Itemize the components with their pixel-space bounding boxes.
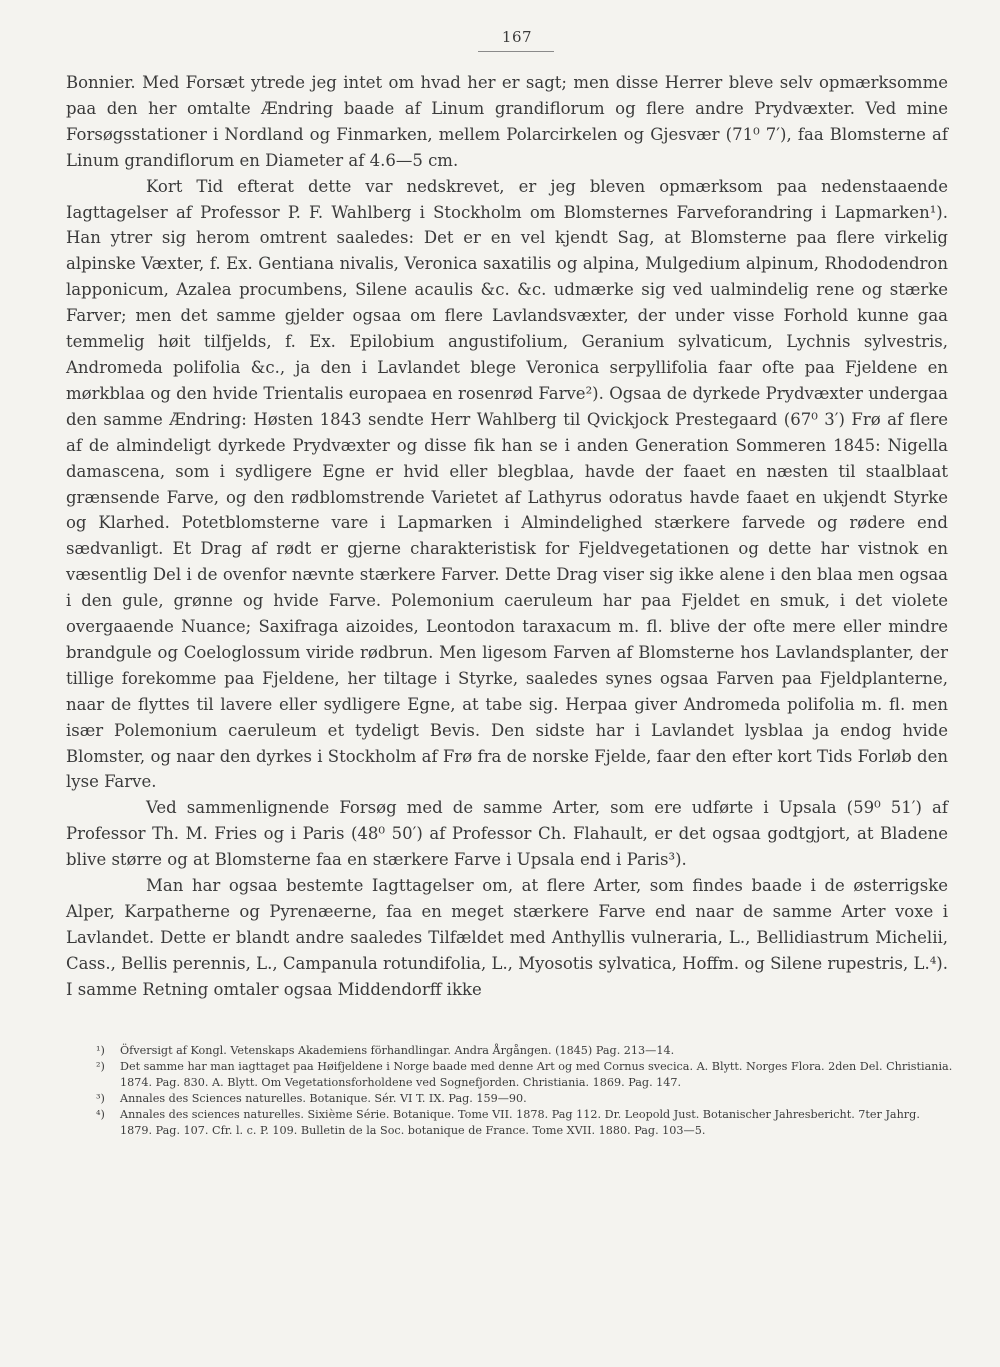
page-number-rule [478,51,554,52]
footnote-marker: ³) [96,1092,105,1105]
page-number: 167 [501,28,533,46]
footnote-marker: ¹) [96,1044,105,1057]
footnote-3 [96,1091,954,1107]
footnote-marker: ²) [96,1060,105,1073]
footnote-text: Annales des sciences naturelles. Sixième Série. Botanique. Tome VII. 1878. Pag 112. Dr. Leopold Just. Botanischer Jahresbericht. 7ter Jahrg. 1879. Pag. 107. Cfr. l. c. P. 109. Bulletin de la Soc. botanique de France. Tome XVII. 1880. Pag. 103—5. [120,1108,920,1137]
footnote-text: Öfversigt af Kongl. Vetenskaps Akademiens förhandlingar. Andra Årgången. (1845) Pag. 213—14. [120,1044,675,1057]
paragraph-4: Man har ogsaa bestemte Iagttagelser om, at flere Arter, som findes baade i de østerrigske Alper, Karpatherne og Pyrenæerne, faa en meget stærkere Farve end naar de samme Arter voxe i Lavlandet. Dette er blandt andre saaledes Tilfældet med Anthyllis vulneraria, L., Bellidiastrum Michelii, Cass., Bellis perennis, L., Campanula rotundifolia, L., Myosotis sylvatica, Hoffm. og Silene rupestris, L.⁴). I samme Retning omtaler ogsaa Middendorff ikke [66,876,948,999]
paragraph-1: Bonnier. Med Forsæt ytrede jeg intet om hvad her er sagt; men disse Herrer bleve selv opmærksomme paa den her omtalte Ændring baade af Linum grandiflorum og flere andre Prydvæxter. Ved mine Forsøgsstationer i Nordland og Finmarken, mellem Polarcirkelen og Gjesvær (71⁰ 7′), faa Blomsterne af Linum grandiflorum en Diameter af 4.6—5 cm. [66,73,948,170]
paragraph-3: Ved sammenlignende Forsøg med de samme Arter, som ere udførte i Upsala (59⁰ 51′) af Professor Th. M. Fries og i Paris (48⁰ 50′) af Professor Ch. Flahault, er det ogsaa godtgjort, at Bladene blive større og at Blomsterne faa en stærkere Farve i Upsala end i Paris³). [66,798,948,870]
footnote-text: Det samme har man iagttaget paa Høifjeldene i Norge baade med denne Art og med Cornus svecica. A. Blytt. Norges Flora. 2den Del. Christiania. 1874. Pag. 830. A. Blytt. Om Vegetationsforholdene ved Sognefjorden. Christiania. 1869. Pag. 147. [120,1060,953,1089]
footnote-1 [96,1043,954,1059]
paragraph-2: Kort Tid efterat dette var nedskrevet, er jeg bleven opmærksom paa nedenstaaende Iagttagelser af Professor P. F. Wahlberg i Stockholm om Blomsternes Farveforandring i Lapmarken¹). Han ytrer sig herom omtrent saaledes: Det er en vel kjendt Sag, at Blomsterne paa flere virkelig alpinske Væxter, f. Ex. Gentiana nivalis, Veronica saxatilis og alpina, Mulgedium alpinum, Rhododendron lapponicum, Azalea procumbens, Silene acaulis &c. &c. udmærke sig ved ualmindelig rene og stærke Farver; men det samme gjelder ogsaa om flere Lavlandsvæxter, der under visse Forhold kunne gaa temmelig høit tilfjelds, f. Ex. Epilobium angustifolium, Geranium sylvaticum, Lychnis sylvestris, Andromeda polifolia &c., ja den i Lavlandet blege Veronica serpyllifolia faar ofte paa Fjeldene en mørkblaa og den hvide Trientalis europaea en rosenrød Farve²). Ogsaa de dyrkede Prydvæxter undergaa den samme Ændring: Høsten 1843 sendte Herr Wahlberg til Qvickjock Prestegaard (67⁰ 3′) Frø af flere af de almindeligt dyrkede Prydvæxter og disse fik han se i anden Generation Sommeren 1845: Nigella damascena, som i sydligere Egne er hvid eller blegblaa, havde der faaet en næsten til staalblaat grænsende Farve, og den rødblomstrende Varietet af Lathyrus odoratus havde faaet en ukjendt Styrke og Klarhed. Potetblomsterne vare i Lapmarken i Almindelighed stærkere farvede og rødere end sædvanligt. Et Drag af rødt er gjerne charakteristisk for Fjeldvegetationen og dette har vistnok en væsentlig Del i de ovenfor nævnte stærkere Farver. Dette Drag viser sig ikke alene i den blaa men ogsaa i den gule, grønne og hvide Farve. Polemonium caeruleum har paa Fjeldet en smuk, i det violete overgaaende Nuance; Saxifraga aizoides, Leontodon taraxacum m. fl. blive der ofte mere eller mindre brandgule og Coeloglossum viride rødbrun. Men ligesom Farven af Blomsterne hos Lavlandsplanter, der tillige forekomme paa Fjeldene, her tiltage i Styrke, saaledes synes ogsaa Farven paa Fjeldplanterne, naar de flyttes til lavere eller sydligere Egne, at tabe sig. Herpaa giver Andromeda polifolia m. fl. men især Polemonium caeruleum et tydeligt Bevis. Den sidste har i Lavlandet lysblaa ja endog hvide Blomster, og naar den dyrkes i Stockholm af Frø fra de norske Fjelde, faar den efter kort Tids Forløb den lyse Farve. [66,176,948,792]
footnote-2 [96,1059,954,1091]
footnote-4 [96,1107,954,1139]
footnotes [96,1043,954,1139]
body-text [66,70,948,1003]
footnote-marker: ⁴) [96,1108,105,1121]
footnote-text: Annales des Sciences naturelles. Botanique. Sér. VI T. IX. Pag. 159—90. [120,1092,527,1105]
